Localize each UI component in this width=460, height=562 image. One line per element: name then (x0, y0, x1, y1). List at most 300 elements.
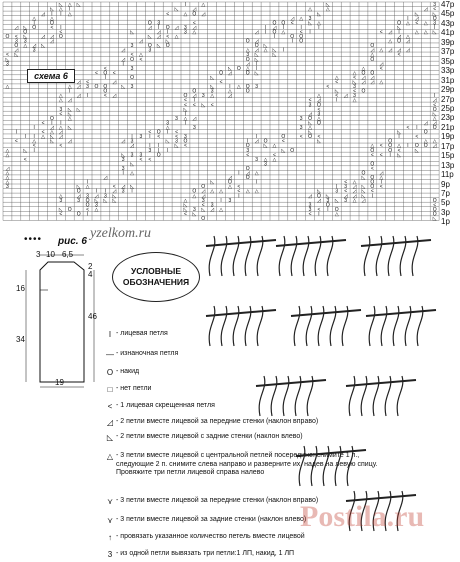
chart-symbol: 3 (192, 206, 196, 213)
row-label: 43р (441, 18, 455, 28)
chart-symbol: < (335, 93, 339, 100)
chart-symbol: △ (41, 134, 45, 141)
chart-symbol: △ (379, 175, 384, 182)
chart-symbol: O (325, 202, 330, 209)
chart-symbol: 3 (14, 38, 18, 45)
chart-symbol: O (370, 175, 375, 182)
stitch-loop (221, 306, 227, 346)
chart-symbol: O (245, 175, 250, 182)
figure-label: рис. 6 (58, 236, 87, 247)
legend-text: - 2 петли вместе лицевой за передние стенки (наклон вправо) (116, 418, 319, 425)
chart-symbol: O (432, 206, 437, 213)
stitch-loop (209, 306, 215, 346)
chart-symbol: ǀ (33, 134, 35, 141)
chart-symbol: O (272, 29, 277, 36)
chart-symbol: < (353, 74, 357, 81)
stitch-loop (369, 306, 375, 346)
row-label: 5р (441, 198, 450, 208)
chart-symbol: ◿ (432, 97, 437, 104)
chart-symbol: < (308, 211, 312, 218)
chart-symbol: O (423, 129, 428, 136)
chart-symbol: ◿ (352, 193, 357, 200)
stitch-loop (271, 376, 277, 416)
chart-symbol: △ (245, 47, 250, 54)
chart-symbol: ◺ (23, 24, 28, 31)
needle (366, 310, 436, 316)
chart-symbol: ǀ (131, 188, 133, 195)
chart-symbol: ◺ (325, 193, 330, 200)
chart-symbol: ◺ (272, 52, 277, 59)
chart-symbol: O (245, 143, 250, 150)
figure-dots: •••• (24, 234, 43, 245)
chart-symbol: △ (165, 125, 170, 131)
needle (256, 380, 326, 386)
legend-symbol-icon: I (108, 330, 112, 339)
chart-symbol: ◺ (334, 88, 339, 95)
chart-symbol: 3 (130, 43, 134, 50)
chart-symbol: △ (94, 206, 99, 213)
chart-symbol: ◺ (432, 216, 437, 222)
chart-symbol: ǀ (416, 125, 418, 131)
chart-symbol: ◺ (361, 184, 366, 191)
chart-symbol: ◿ (406, 47, 410, 54)
chart-symbol: ◿ (343, 93, 348, 100)
chart-symbol: △ (58, 125, 63, 131)
chart-symbol: ◿ (112, 79, 117, 86)
chart-symbol: < (103, 65, 107, 72)
chart-symbol: O (281, 20, 286, 27)
chart-symbol: O (414, 143, 419, 150)
chart-symbol: < (103, 93, 107, 100)
chart-symbol: < (59, 143, 63, 150)
chart-symbol: ◺ (254, 52, 259, 59)
chart-symbol: 3 (148, 47, 152, 54)
chart-symbol: ◺ (174, 143, 179, 150)
chart-symbol: ◿ (254, 47, 259, 54)
stitch-loop (279, 236, 285, 276)
chart-symbol: ◿ (112, 93, 117, 100)
chart-symbol: ǀ (166, 129, 169, 136)
chart-symbol: < (5, 52, 9, 59)
chart-symbol: O (130, 56, 134, 63)
chart-symbol: < (406, 125, 410, 131)
chart-symbol: ◿ (50, 125, 54, 131)
chart-symbol: △ (67, 11, 72, 18)
chart-symbol: ◿ (201, 11, 206, 18)
chart-symbol: △ (5, 170, 10, 177)
chart-symbol: 3 (192, 125, 196, 131)
chart-symbol: ◺ (228, 65, 232, 72)
row-label: 41р (441, 28, 455, 38)
dim-6-5: 6,5 (62, 250, 74, 259)
chart-symbol: ◿ (112, 188, 117, 195)
row-label: 33р (441, 66, 455, 76)
chart-symbol: ◿ (156, 34, 161, 40)
chart-symbol: ǀ (69, 88, 71, 95)
chart-symbol: O (245, 56, 250, 63)
chart-symbol: △ (397, 143, 401, 150)
chart-symbol: ◺ (361, 188, 366, 195)
chart-symbol: 3 (299, 125, 303, 131)
chart-symbol: ǀ (184, 111, 187, 118)
chart-symbol: 3 (103, 193, 107, 200)
chart-symbol: 3 (139, 134, 143, 141)
chart-symbol: < (379, 152, 383, 159)
chart-symbol: ◺ (130, 161, 134, 168)
chart-symbol: 3 (246, 52, 250, 59)
chart-symbol: ǀ (86, 93, 89, 100)
chart-symbol: ◿ (41, 11, 45, 18)
chart-symbol: 3 (201, 197, 205, 204)
chart-symbol: < (23, 156, 27, 163)
stitch-loop (381, 306, 387, 346)
legend-text: - 2 петли вместе лицевой с задние стенки (наклон влево) (116, 433, 303, 440)
chart-symbol: 3 (201, 93, 205, 100)
chart-symbol: < (130, 52, 134, 59)
chart-symbol: O (183, 138, 188, 145)
chart-symbol: ◺ (210, 74, 215, 81)
chart-symbol: 3 (121, 156, 125, 163)
chart-symbol: ◺ (352, 79, 357, 86)
chart-symbol: ◿ (121, 56, 126, 63)
chart-symbol: 3 (184, 29, 187, 36)
chart-symbol: △ (58, 193, 63, 200)
dim-2: 2 (88, 262, 93, 271)
row-label: 29р (441, 85, 455, 95)
chart-symbol: ◿ (406, 38, 410, 45)
chart-symbol: △ (236, 84, 241, 91)
row-label: 11р (441, 170, 454, 180)
row-label: 17р (441, 141, 455, 151)
chart-symbol: 3 (130, 84, 134, 91)
chart-title: схема 6 (27, 69, 75, 83)
chart-symbol: ◺ (210, 84, 215, 91)
chart-symbol: △ (254, 188, 259, 195)
chart-symbol: ◺ (23, 34, 28, 40)
stitch-loop (291, 236, 297, 276)
legend-symbol-icon: ⋎ (107, 497, 113, 506)
chart-symbol: ◿ (432, 143, 437, 150)
chart-symbol: 3 (6, 184, 9, 191)
chart-symbol: < (317, 134, 321, 141)
chart-symbol: ◿ (58, 134, 63, 141)
chart-symbol: ◿ (352, 184, 357, 191)
chart-symbol: O (245, 70, 250, 77)
chart-symbol: 3 (308, 202, 312, 209)
chart-symbol: ◺ (272, 47, 277, 54)
chart-symbol: O (388, 138, 393, 145)
chart-symbol: ◿ (210, 206, 215, 213)
chart-symbol: 3 (210, 202, 214, 209)
chart-symbol: △ (67, 115, 72, 122)
stitch-loop (349, 376, 355, 416)
chart-symbol: < (299, 134, 303, 141)
chart-symbol: △ (254, 170, 259, 177)
chart-symbol: ◺ (397, 24, 401, 31)
dim-3: 3 (36, 250, 41, 259)
chart-symbol: △ (201, 2, 206, 9)
chart-symbol: ◿ (379, 61, 384, 68)
chart-symbol: < (59, 29, 63, 36)
chart-symbol: < (415, 20, 419, 27)
chart-symbol: △ (219, 206, 223, 213)
chart-symbol: < (148, 129, 152, 136)
chart-symbol: △ (317, 20, 321, 27)
chart-symbol: ◿ (139, 38, 143, 45)
chart-symbol: O (299, 34, 304, 40)
chart-symbol: △ (352, 70, 357, 77)
dim-16: 16 (16, 284, 25, 293)
chart-symbol: ◺ (210, 179, 215, 186)
chart-symbol: ǀ (238, 193, 240, 200)
chart-symbol: △ (272, 156, 277, 163)
chart-symbol: △ (210, 188, 215, 195)
chart-symbol: ǀ (184, 2, 187, 9)
chart-symbol: 3 (264, 161, 267, 168)
chart-symbol: ◺ (192, 211, 197, 218)
chart-symbol: △ (361, 65, 366, 72)
chart-symbol: ◿ (317, 197, 321, 204)
chart-symbol: O (432, 125, 437, 131)
chart-symbol: ◿ (370, 79, 375, 86)
chart-symbol: △ (414, 29, 419, 36)
legend-title (112, 252, 200, 302)
chart-symbol: ◺ (183, 206, 188, 213)
chart-symbol: △ (379, 47, 384, 54)
chart-symbol: 3 (139, 152, 143, 159)
dim-34: 34 (16, 335, 25, 344)
chart-symbol: ǀ (149, 143, 151, 150)
chart-symbol: O (219, 70, 223, 77)
stitch-loop (318, 306, 324, 346)
chart-symbol: ǀ (158, 24, 160, 31)
chart-symbol: ◿ (290, 15, 295, 22)
row-label: 13р (441, 160, 455, 170)
dim-4: 4 (88, 270, 93, 279)
chart-symbol: ◿ (58, 129, 63, 136)
chart-symbol: ǀ (15, 129, 18, 136)
chart-symbol: 3 (317, 111, 321, 118)
chart-symbol: ◿ (343, 193, 348, 200)
chart-symbol: < (183, 97, 187, 104)
chart-symbol: ◺ (121, 84, 126, 91)
chart-symbol: O (245, 88, 250, 95)
chart-symbol: △ (219, 188, 223, 195)
chart-symbol: < (14, 138, 18, 145)
chart-symbol: < (299, 29, 303, 36)
chart-symbol: △ (130, 170, 134, 177)
chart-symbol: ◿ (14, 24, 19, 31)
chart-symbol: ◺ (76, 106, 81, 113)
chart-symbol: ǀ (60, 120, 62, 127)
chart-symbol: ǀ (166, 147, 169, 154)
chart-symbol: ǀ (149, 134, 151, 141)
chart-symbol: △ (423, 138, 428, 145)
chart-symbol: 3 (130, 152, 134, 159)
chart-symbol: ◺ (50, 134, 54, 141)
chart-symbol: ◿ (121, 47, 126, 54)
chart-symbol: O (192, 88, 197, 95)
chart-symbol: △ (325, 6, 330, 13)
chart-symbol: O (432, 15, 437, 22)
chart-symbol: < (192, 102, 196, 109)
chart-symbol: < (246, 152, 250, 159)
chart-symbol: △ (183, 197, 188, 204)
row-label: 19р (441, 132, 455, 142)
chart-symbol: ǀ (247, 138, 249, 145)
chart-symbol: ◺ (183, 106, 188, 113)
chart-symbol: O (370, 147, 375, 154)
chart-symbol: ◿ (192, 93, 197, 100)
chart-symbol: ◺ (317, 11, 321, 18)
chart-symbol: ǀ (60, 11, 62, 18)
chart-symbol: △ (317, 115, 321, 122)
chart-symbol: 3 (86, 193, 89, 200)
chart-symbol: ◿ (254, 38, 259, 45)
chart-symbol: ǀ (60, 24, 62, 31)
row-label: 35р (441, 56, 455, 66)
chart-symbol: ǀ (318, 24, 320, 31)
chart-symbol: 3 (121, 165, 125, 172)
chart-symbol: ǀ (51, 11, 53, 18)
row-label: 7р (441, 189, 450, 198)
chart-symbol: < (86, 79, 90, 86)
chart-symbol: ◺ (156, 43, 161, 50)
stitch-loop (209, 236, 215, 276)
chart-symbol: < (317, 106, 321, 113)
chart-symbol: ◿ (76, 79, 81, 86)
legend-title-line-1: УСЛОВНЫЕ (130, 266, 182, 276)
chart-symbol: O (361, 88, 366, 95)
chart-symbol: O (370, 56, 375, 63)
chart-symbol: ◿ (352, 188, 357, 195)
chart-symbol: △ (272, 143, 277, 150)
chart-symbol: O (254, 43, 259, 50)
chart-symbol: ǀ (380, 179, 382, 186)
stitch-loop (299, 446, 305, 486)
chart-symbol: ◿ (308, 111, 312, 118)
chart-symbol: < (237, 184, 241, 191)
row-label: 21р (441, 122, 455, 132)
chart-symbol: ◿ (272, 24, 277, 31)
chart-symbol: < (32, 143, 36, 150)
chart-symbol: ◺ (14, 52, 19, 59)
chart-symbol: ◿ (67, 138, 72, 145)
chart-symbol: 3 (59, 106, 63, 113)
chart-symbol: O (432, 106, 437, 113)
chart-symbol: 3 (157, 20, 161, 27)
chart-symbol: < (353, 88, 357, 95)
stitch-loop (233, 236, 239, 276)
chart-symbol: △ (50, 129, 54, 136)
chart-symbol: ǀ (24, 134, 26, 141)
chart-symbol: 3 (299, 115, 303, 122)
chart-symbol: ◺ (130, 184, 134, 191)
chart-symbol: ◿ (103, 175, 108, 182)
chart-symbol: O (361, 70, 366, 77)
chart-symbol: 3 (353, 93, 356, 100)
chart-symbol: < (433, 202, 437, 209)
chart-symbol: O (370, 179, 375, 186)
chart-symbol: ◿ (201, 188, 206, 195)
chart-symbol: O (290, 34, 295, 40)
chart-symbol: ◿ (388, 47, 393, 54)
chart-symbol: ◺ (281, 147, 286, 154)
chart-symbol: O (388, 147, 393, 154)
chart-symbol: < (148, 156, 152, 163)
chart-symbol: < (210, 102, 214, 109)
legend-symbol-icon: — (106, 350, 114, 359)
chart-symbol: △ (210, 93, 215, 100)
chart-symbol: ◺ (112, 197, 117, 204)
legend-text: - 3 петли вместе лицевой за задние стенки (наклон влево) (116, 516, 307, 523)
chart-symbol: △ (388, 38, 393, 45)
needle (291, 310, 361, 316)
chart-symbol: < (290, 20, 294, 27)
stitch-loop (259, 376, 265, 416)
chart-symbol: 3 (130, 65, 134, 72)
chart-symbol: △ (432, 138, 437, 145)
chart-symbol: < (86, 206, 90, 213)
chart-symbol: ◺ (165, 138, 170, 145)
chart-symbol: O (370, 161, 375, 168)
row-label: 27р (441, 94, 455, 104)
chart-symbol: △ (5, 179, 10, 186)
chart-symbol: O (50, 115, 54, 122)
chart-symbol: ◺ (67, 111, 72, 118)
chart-symbol: ǀ (255, 179, 258, 186)
chart-symbol: < (335, 79, 339, 86)
chart-symbol: < (112, 70, 116, 77)
chart-symbol: 3 (130, 138, 134, 145)
chart-symbol: < (370, 188, 374, 195)
chart-symbol: < (370, 152, 374, 159)
chart-symbol: ǀ (51, 120, 53, 127)
chart-symbol: ◺ (94, 197, 99, 204)
chart-symbol: ◿ (370, 47, 375, 54)
chart-symbol: O (58, 34, 63, 40)
chart-symbol: < (379, 184, 383, 191)
chart-symbol: 3 (308, 15, 312, 22)
chart-symbol: O (317, 102, 321, 109)
chart-symbol: < (326, 84, 330, 91)
chart-symbol: ǀ (273, 34, 276, 40)
chart-symbol: ◺ (397, 152, 401, 159)
chart-symbol: < (219, 79, 223, 86)
chart-symbol: ◿ (370, 74, 375, 81)
chart-symbol: 3 (210, 88, 214, 95)
legend-symbol-icon: ↑ (108, 533, 112, 542)
chart-symbol: ǀ (131, 134, 133, 141)
chart-symbol: ◺ (414, 147, 419, 154)
chart-symbol: 3 (308, 206, 312, 213)
chart-symbol: ◺ (76, 184, 81, 191)
chart-symbol: O (317, 120, 321, 127)
chart-symbol: 3 (166, 120, 170, 127)
chart-symbol: △ (370, 143, 375, 150)
chart-symbol: ◿ (76, 193, 81, 200)
chart-symbol: O (263, 138, 268, 145)
chart-symbol: △ (228, 184, 232, 191)
chart-symbol: ◺ (5, 56, 10, 63)
chart-symbol: O (245, 84, 250, 91)
chart-symbol: ◿ (397, 34, 401, 40)
chart-symbol: △ (334, 74, 339, 81)
chart-symbol: ◿ (432, 120, 437, 127)
row-label: 23р (441, 113, 455, 123)
chart-symbol: ǀ (86, 179, 89, 186)
legend-text: - изнаночная петля (116, 350, 179, 357)
